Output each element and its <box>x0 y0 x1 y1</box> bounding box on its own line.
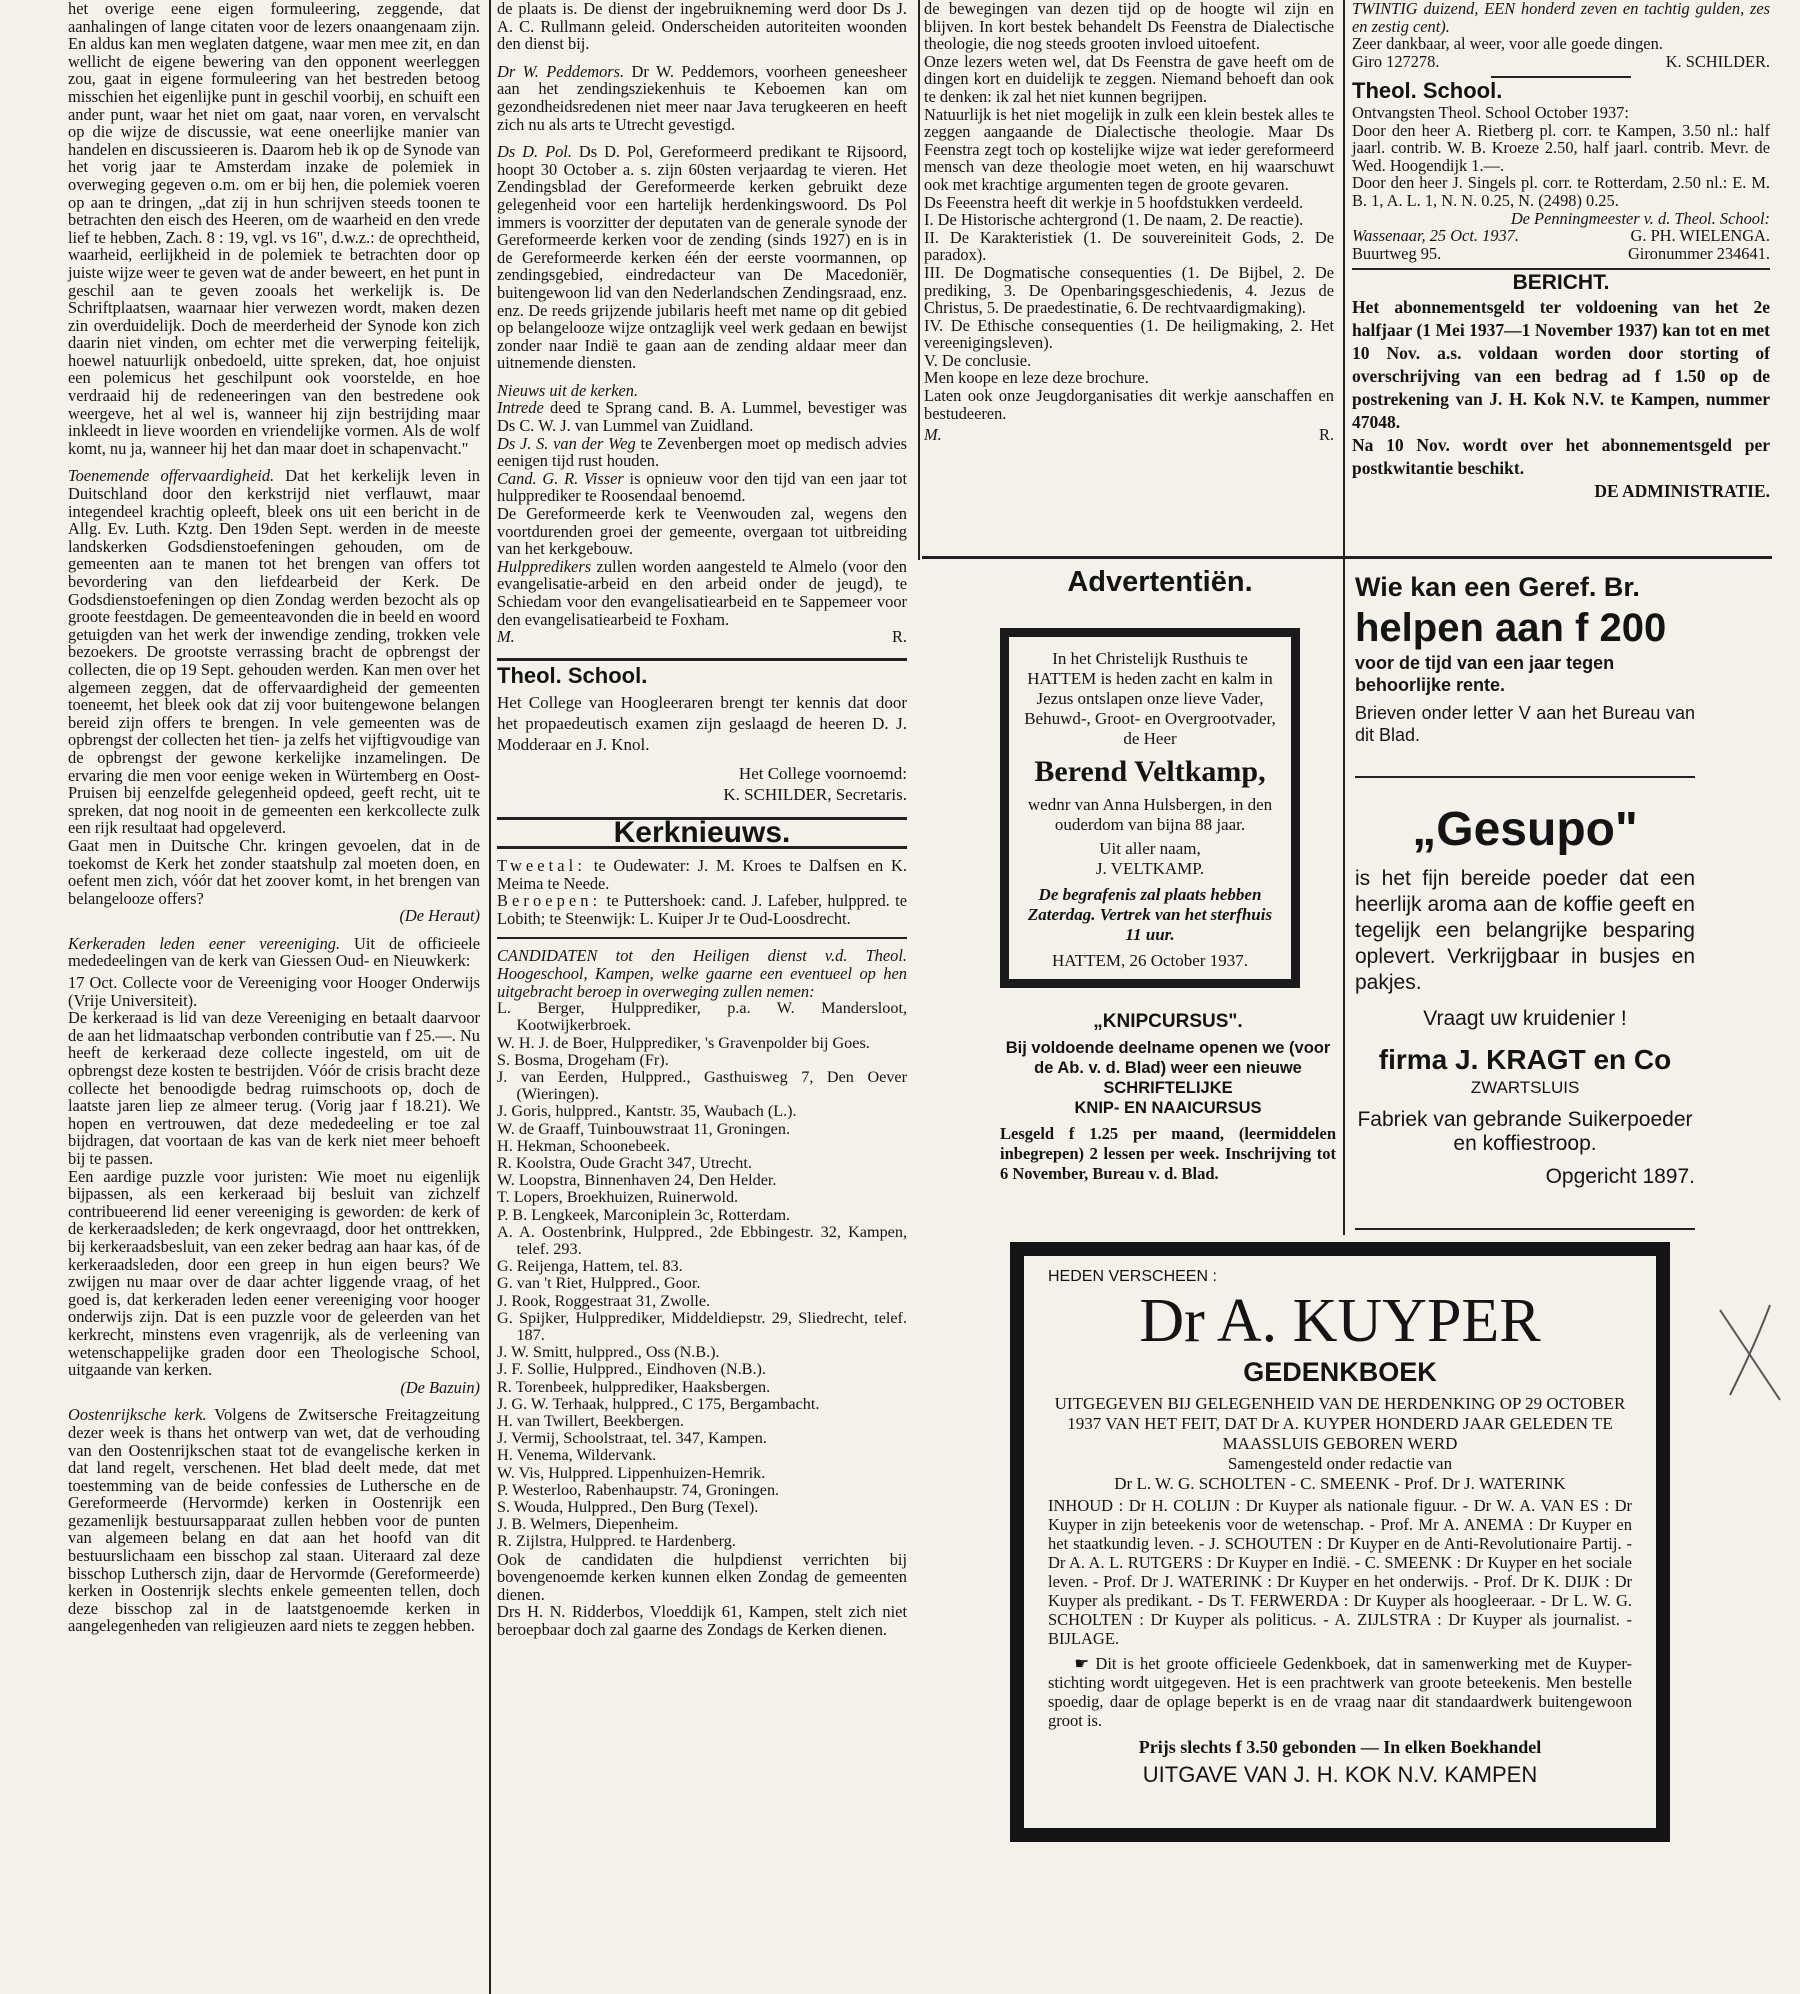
candidate-item: P. Westerloo, Rabenhaupstr. 74, Groningen. <box>497 1480 780 1499</box>
advertenties-heading: Advertentiën. <box>1067 566 1253 598</box>
candidate-item: A. A. Oostenbrink, Hulppred., 2de Ebbingestr. 32, Kampen, telef. 293. <box>497 1222 907 1258</box>
candidate-item: R. Zijlstra, Hulppred. te Hardenberg. <box>497 1532 736 1551</box>
theol-school-heading: Theol. School. <box>1352 78 1503 104</box>
article-title: Ds D. Pol. <box>497 142 572 162</box>
candidate-item: H. Venema, Wildervank. <box>497 1446 657 1465</box>
article-paragraph: De kerkeraad is lid van deze Vereeniging en betaalt daarvoor de aan het lidmaatschap verbonden contributie van f 25.—. Nu heeft de kerkeraad deze collecte ingesteld, om uit de opbrengst deze kosten te bestrijden. Vóór de crisis bracht deze collecte het benoodigde bedrag ruimschoots op, doch de laatste jaren liep ze almeer terug. (Vorig jaar f 18.21). We hopen en vertrouwen, dat deze mededeeling er toe zal bijdragen, dat voortaan de kas van de kerk niet meer behoeft bij te passen. <box>68 1008 480 1168</box>
candidate-item: J. B. Welmers, Diepenheim. <box>497 1515 679 1534</box>
candidate-item: R. Koolstra, Oude Gracht 347, Utrecht. <box>497 1153 752 1172</box>
candidates-list <box>497 1000 907 1551</box>
candidate-item: G. van 't Riet, Hulppred., Goor. <box>497 1274 701 1293</box>
kuyper-title: Dr A. KUYPER <box>1139 1287 1541 1355</box>
article-peddemors: Dr W. Peddemors. Dr W. Peddemors, voorheen geneesheer aan het zendingsziekenhuis te Keboemen kan om gezondheidsredenen niet meer naar Java terugkeeren en heeft zich nu als arts te Utrecht gevestigd. <box>497 61 907 134</box>
candidates-heading: CANDIDATEN tot den Heiligen dienst v.d. Theol. Hoogeschool, Kampen, welke gaarne een eventueel op hen uitgebracht beroep in overweging zullen nemen: <box>497 946 907 1001</box>
source-citation: (De Bazuin) <box>400 1377 480 1397</box>
beroepen: Beroepen: te Puttershoek: cand. J. Lafeber, hulppred. te Lobith; te Steenwijk: L. Kuiper Jr te Oud-Loosdrecht. <box>497 891 907 928</box>
signature-row: M. R. <box>497 627 907 647</box>
candidate-item: S. Bosma, Drogeham (Fr). <box>497 1050 669 1069</box>
candidate-item: T. Lopers, Broekhuizen, Ruinerwold. <box>497 1188 739 1207</box>
section-rule <box>1352 268 1770 270</box>
news-item: De Gereformeerde kerk te Veenwouden zal, wegens den voortdurenden groei der gemeente, overgaan tot uitbreiding van het kerkgebouw. <box>497 504 907 559</box>
section-rule <box>1491 76 1631 78</box>
candidate-item: P. B. Lengkeek, Marconiplein 3c, Rotterdam. <box>497 1205 791 1224</box>
column-3 <box>924 0 1334 444</box>
article-paragraph: Een aardige puzzle voor juristen: Wie moet nu eigenlijk bijpassen, als een kerkeraad bij besluit van zichzelf contribueerend lid eener vereeniging is geworden: de kerk of de kerkeraadsleden; de kerk ongevraagd, door het onttrekken, bij kerkeraadsbesluit, van een zeker bedrag aan haar kas, óf de kerkeraadsleden, door een greep in hun eigen beurs? We zwijgen nu maar over de daar achter liggende vraag, of het goed is, dat kerkeraden leden eener vereeniging voor hooger onderwijs zijn. Dat is een puzzle voor de geleerden van het kerkrecht, minstens even vragenrijk, als de verleening van wetenschappelijke graden door een Theologische School, uitgaande van kerken. <box>68 1166 480 1380</box>
section-rule <box>497 658 907 661</box>
chapter-item: V. De conclusie. <box>924 350 1032 370</box>
signature: DE ADMINISTRATIE. <box>1594 480 1770 501</box>
ads-top-rule <box>922 556 1772 559</box>
bericht-heading: BERICHT. <box>1512 271 1610 295</box>
kuyper-ad: HEDEN VERSCHEEN : Dr A. KUYPER GEDENKBOEK UITGEGEVEN BIJ GELEGENHEID VAN DE HERDENKING OP 29 OCTOBER 1937 VAN HET FEIT, DAT Dr A. KUYPER HONDERD JAAR GELEDEN TE MAASSLUIS GEBOREN WERD Samengesteld onder redactie van Dr L. W. G. SCHOLTEN - C. SMEENK - Prof. Dr J. WATERINK INHOUD : Dr H. COLIJN : Dr Kuyper als nationale figuur. - Dr W. A. VAN ES : Dr Kuyper in zijn beteekenis voor de wetenschap. - Prof. Mr A. ANEMA : Dr Kuyper en het staatkundig leven. - J. SCHOUTEN : Dr Kuyper en de Anti-Revolutionaire Partij. - Dr A. A. L. RUTGERS : Dr Kuyper en Indië. - C. SMEENK : Dr Kuyper en het sociale leven. - Prof. Dr J. WATERINK : Dr Kuyper en het onderwijs. - Prof. Dr K. DIJK : Dr Kuyper als predikant. - Ds T. FERWERDA : Dr Kuyper als hoogleeraar. - Dr L. W. G. SCHOLTEN : Dr Kuyper als politicus. - A. ZIJLSTRA : Dr Kuyper als journalist. - BIJLAGE. ☛ Dit is het groote officieele Gedenkboek, dat in samenwerking met de Kuyper-stichting wordt uitgegeven. Het is een prachtwerk van groote beteekenis. Men bestelle spoedig, daar de oplage beperkt is en de vraag naar dit standaardwerk buitengewoon groot is. Prijs slechts f 3.50 gebonden — In elken Boekhandel UITGAVE VAN J. H. KOK N.V. KAMPEN <box>1010 1242 1670 1842</box>
giro-row: Giro 127278. K. SCHILDER. <box>1352 51 1770 71</box>
candidate-item: J. G. W. Terhaak, hulppred., C 175, Bergambacht. <box>497 1394 820 1413</box>
article-paragraph: de plaats is. De dienst der ingebruikneming werd door Ds J. A. C. Rullmann geleid. Onderscheiden autoriteiten woonden den dienst bij. <box>497 0 907 54</box>
source-citation: (De Heraut) <box>399 906 480 926</box>
theol-school-notice: Het College van Hoogleeraren brengt ter kennis dat door het propaedeutisch examen zijn geslaagd de heeren D. J. Modderaar en J. Knol. <box>497 693 907 755</box>
candidate-item: J. Rook, Roggestraat 31, Zwolle. <box>497 1291 711 1310</box>
receipt-item: Door den heer A. Rietberg pl. corr. te Kampen, 3.50 nl.: half jaarl. contrib. W. B. Kroeze 2.50, half jaarl. contrib. Mevr. de Wed. Hoogendijk 1.—. <box>1352 120 1770 175</box>
news-item: Hulppredikers zullen worden aangesteld te Almelo (voor den evangelisatie-arbeid en den arbeid onder de jeugd), te Schiedam voor den evangelisatiearbeid en te Sappemeer voor den evangelisatiearbeid te Foxham. <box>497 556 907 629</box>
article-oostenrijk: Oostenrijksche kerk. Volgens de Zwitsersche Freitagzeitung dezer week is thans het ontwerp van wet, dat de verhouding van den Oostenrijkschen staat tot de evangelische kerken in dat land regelt, verschenen. Het blad deelt mede, dat met toestemming van de beide confessies de Luthersche en de Gereformeerde (Hervormde) kerken in Oostenrijk een gezamenlijk bestuursapparaat zullen hebben voor de punten van algemeen belang en dat aan het hoofd van dit bestuurslichaam een bisschop zal staan. Uiteraard zal deze bisschop Luthersch zijn, daar de Hervormde (Gereformeerde) kerken in Oostenrijk slechts enkele gemeenten tellen, doch deze bisschop zal in de laatstgenoemde kerken in aangelegenheden van religieuzen aard niets te zeggen hebben. <box>68 1405 480 1636</box>
treasurer: De Penningmeester v. d. Theol. School: <box>1510 208 1770 228</box>
chapter-item: I. De Historische achtergrond (1. De naam, 2. De reactie). <box>924 210 1304 230</box>
receipt-item: Door den heer J. Singels pl. corr. te Rotterdam, 2.50 nl.: E. M. B. 1, A. L. 1, N. N. 0.25, N. (2498) 0.25. <box>1352 173 1770 210</box>
candidate-item: G. Reijenga, Hattem, tel. 83. <box>497 1257 683 1276</box>
ads-column-rule <box>1343 560 1345 1235</box>
candidate-item: J. F. Sollie, Hulppred., Eindhoven (N.B.). <box>497 1360 766 1379</box>
column-rule-1 <box>489 0 491 1994</box>
article-offervaardigheid: Toenemende offervaardigheid. Dat het kerkelijk leven in Duitschland door den kerkstrijd niet verflauwt, maar integendeel krachtig opleeft, bleek ons uit een bericht in de Allg. Ev. Luth. Kztg. Den 19den Sept. werden in de meeste landskerken Godsdienstoefeningen gehouden, om de gemeenten aan te manen tot het brengen van offers tot bevordering van den liefdearbeid der Kerk. De Godsdienstoefeningen op dien Zondag werden bezocht als op groote feestdagen. De gemeenteavonden die in beeld en woord getuigden van het werk der inwendige zending, trokken vele bezoekers. De grootste verrassing bracht de opbrengst der collecten, die op 19 Sept. gehouden werden. Kan men over het algemeen zeggen, dat de offervaardigheid der gemeenten toeneemt, het bleek ook dat zij voor buitengewone belangen bereid zijn offers te brengen. In vele gemeenten was de opbrengst der collecten het tien- ja zelfs het vijftigvoudige van de opbrengst der gewone kerkelijke inzamelingen. De ervaring die men voor eenige weken in Würtemberg en Oost-Pruisen bij eenzelfde gelegenheid opdeed, geeft recht, uit te spreken, dat nog nooit in de gemeenten een kerkcollecte zulk een rijk resultaat had opgeleverd. <box>68 466 480 838</box>
tweetal: Tweetal: te Oudewater: J. M. Kroes te Dalfsen en K. Meima te Neede. <box>497 855 907 893</box>
candidate-item: H. Hekman, Schoonebeek. <box>497 1136 671 1155</box>
ad-divider <box>1355 1228 1695 1230</box>
article-paragraph: Men koope en leze deze brochure. <box>924 368 1149 388</box>
treasurer-row: Buurtweg 95. Gironummer 234641. <box>1352 243 1770 263</box>
signature: Het College voornoemd: <box>738 764 907 784</box>
candidates-footer: Ook de candidaten die hulpdienst verrichten bij bovengenoemde kerken kunnen elken Zondag de gemeenten dienen. <box>497 1549 907 1604</box>
knipcursus-ad: „KNIPCURSUS". Bij voldoende deelname openen we (voor de Ab. v. d. Blad) weer een nieuwe SCHRIFTELIJKE KNIP- EN NAAICURSUS Lesgeld f 1.25 per maand, (leermiddelen inbegrepen) 2 lessen per week. Inschrijving tot 6 November, Bureau v. d. Blad. <box>1000 1011 1336 1183</box>
bericht-text: Het abonnementsgeld ter voldoening van het 2e halfjaar (1 Mei 1937—1 November 1937) kan tot en met 10 Nov. a.s. voldaan worden door storting of overschrijving van een bedrag ad f 1.50 op de postrekening van J. H. Kok N.V. te Kampen, nummer 47048. <box>1352 296 1770 432</box>
treasurer-row: Wassenaar, 25 Oct. 1937. G. PH. WIELENGA. <box>1352 226 1770 246</box>
candidate-item: W. de Graaff, Tuinbouwstraat 11, Groningen. <box>497 1119 790 1138</box>
article-kerkeraden: Kerkeraden leden eener vereeniging. Uit de officieele mededeelingen van de kerk van Giessen Oud- en Nieuwkerk: <box>68 933 480 971</box>
pencil-mark-icon <box>1700 1300 1790 1410</box>
article-paragraph: Natuurlijk is het niet mogelijk in zulk een klein bestek alles te zeggen aangaande de Dialectische theologie. Maar Ds Feenstra zegt toch op kostelijke wijze wat ieder gereformeerd mensch van deze theologie moet weten, en hij waarschuwt ook met krachtige argumenten tegen de groote gevaren. <box>924 104 1334 194</box>
deceased-name: Berend Veltkamp, <box>1034 755 1266 788</box>
nieuws-heading: Nieuws uit de kerken. <box>497 380 639 400</box>
signature-row: M. R. <box>924 425 1334 445</box>
wie-kan-ad: Wie kan een Geref. Br. helpen aan f 200 voor de tijd van een jaar tegen behoorlijke rente. Brieven onder letter V aan het Bureau van dit Blad. <box>1355 572 1695 745</box>
chapter-item: III. De Dogmatische consequenties (1. De Bijbel, 2. De prediking, 3. De Openbaringsgeschiedenis, 4. Jezus de Christus, 5. De praedestinatie, 6. De rechtvaardigmaking). <box>924 262 1334 318</box>
article-paragraph: Zeer dankbaar, al weer, voor alle goede dingen. <box>1352 34 1663 54</box>
chapter-item: IV. De Ethische consequenties (1. De heiligmaking, 2. Het vereenigingsleven). <box>924 315 1334 353</box>
candidate-item: S. Wouda, Hulppred., Den Burg (Texel). <box>497 1498 759 1517</box>
article-title: Oostenrijksche kerk. <box>68 1405 207 1425</box>
column-rule-2 <box>918 0 920 560</box>
gesupo-brand: „Gesupo" <box>1412 803 1638 856</box>
signature: K. SCHILDER, Secretaris. <box>723 785 907 805</box>
article-paragraph: Ds Feeenstra heeft dit werkje in 5 hoofdstukken verdeeld. <box>924 192 1304 212</box>
candidate-item: W. Loopstra, Binnenhaven 24, Den Helder. <box>497 1171 777 1190</box>
ad-divider <box>1355 776 1695 778</box>
candidate-item: L. Berger, Hulpprediker, p.a. W. Mandersloot, Kootwijkerbroek. <box>497 999 907 1035</box>
candidate-item: J. van Eerden, Hulppred., Gasthuisweg 7, Den Oever (Wieringen). <box>497 1067 907 1104</box>
candidate-item: W. H. J. de Boer, Hulpprediker, 's Gravenpolder bij Goes. <box>497 1033 870 1052</box>
column-2 <box>497 0 907 1639</box>
news-item: Intrede deed te Sprang cand. B. A. Lummel, bevestiger was Ds C. W. J. van Lummel van Zuidland. <box>497 398 907 436</box>
gesupo-ad: „Gesupo" is het fijn bereide poeder dat een heerlijk aroma aan de koffie geeft en tegelijk een belangrijke besparing oplevert. Verkrijgbaar in busjes en pakjes. Vraagt uw kruidenier ! firma J. KRAGT en Co ZWARTSLUIS Fabriek van gebrande Suikerpoeder en koffiestroop. Opgericht 1897. <box>1355 800 1695 1190</box>
column-1 <box>68 0 480 1635</box>
chapter-item: II. De Karakteristiek (1. De souvereiniteit Gods, 2. De paradox). <box>924 227 1334 265</box>
kuyper-desc: ☛ Dit is het groote officieele Gedenkboek, dat in samenwerking met de Kuyper-stichting wordt uitgegeven. Het is een prachtwerk van groote beteekenis. Men bestelle spoedig, daar de oplage beperkt is en de vraag naar dit standaardwerk buitengewoon groot is. <box>1048 1654 1633 1730</box>
candidates-footer: Drs H. N. Ridderbos, Vloeddijk 61, Kampen, stelt zich niet beroepbaar doch zal gaarne des Zondags de Kerken dienen. <box>497 1602 907 1639</box>
theol-school-heading: Theol. School. <box>497 662 648 688</box>
article-paragraph: 17 Oct. Collecte voor de Vereeniging voor Hooger Onderwijs (Vrije Universiteit). <box>68 973 480 1010</box>
candidate-item: J. W. Smitt, hulppred., Oss (N.B.). <box>497 1343 720 1362</box>
news-item: Cand. G. R. Visser is opnieuw voor den tijd van een jaar tot hulpprediker te Roosendaal benoemd. <box>497 468 907 506</box>
bericht-text: Na 10 Nov. wordt over het abonnementsgeld per postkwitantie beschikt. <box>1352 434 1770 478</box>
article-paragraph: TWINTIG duizend, EEN honderd zeven en tachtig gulden, zes en zestig cent). <box>1352 0 1770 36</box>
column-4 <box>1352 0 1770 503</box>
news-item: Ds J. S. van der Weg te Zevenbergen moet op medisch advies eenigen tijd rust houden. <box>497 433 907 471</box>
column-rule-3 <box>1343 0 1345 560</box>
candidate-item: J. Vermij, Schoolstraat, tel. 347, Kampen. <box>497 1429 767 1448</box>
article-title: Toenemende offervaardigheid. <box>68 466 275 486</box>
article-paragraph: het overige eene eigen formuleering, zeggende, dat aanhalingen of lange citaten voor de lezers onaangenaam zijn. En aldus kan men weglaten datgene, waar men mee zit, en dan wellicht de eigene bewering van den opponent weerleggen zou, gaat in eigene formuleering van het bestreden betoog misschien het eigenlijke punt in geschil voorbij, en schuift een ander punt, waar het niet om gaat, naar voren, en vervalscht op die wijze de discussie, wat eene oneerlijke manier van handelen en discussieeren is. Daarom heb ik op de Synode van het vorig jaar te Amsterdam inzake de polemiek in overweging gegeven o.m. om er bij hen, die polemiek voeren op aan te dringen, „dat zij in hun schrijven steeds toonen te betrachten den eisch des Heeren, om de waarheid en den vrede lief te hebben, Zach. 8 : 19, vgl. vs 16", d.w.z.: de oprechtheid, waarheid, eerlijkheid in de polemiek te betrachten door op juiste wijze weer te geven wat de ander beweert, en het punt in geschil aan te geven zooals het werkelijk is. De Schriftplaatsen, waarnaar hier verwezen wordt, maken dezen zin overduidelijk. Doch de meerderheid der Synode kon zich daarin niet vinden, om echter met die verwerping feitelijk, hoewel natuurlijk onbedoeld, uitte spreken, dat, hoe onjuist een polemicus het geschilpunt ook voorstelde, en hoe verdraaid hij de redeneeringen van den bestredene ook weergeve, het al wel is, wanneer hij zijn bestrijding maar inkleedt in lieve woorden en vriendelijke vormen. Als de wolf komt, nu ja, wanneer hij het dan maar doet in schapenvacht." <box>68 0 480 458</box>
candidate-item: W. Vis, Hulppred. Lippenhuizen-Hemrik. <box>497 1463 766 1482</box>
receipts-heading: Ontvangsten Theol. School October 1937: <box>1352 102 1629 122</box>
candidate-item: H. van Twillert, Beekbergen. <box>497 1412 685 1430</box>
candidate-item: J. Goris, hulppred., Kantstr. 35, Waubach (L.). <box>497 1102 797 1121</box>
article-pol: Ds D. Pol. Ds D. Pol, Gereformeerd predikant te Rijsoord, hoopt 30 October a. s. zijn 60sten verjaardag te vieren. Het Zendingsblad der Gereformeerde kerken gebruikt deze gelegenheid voor een hartelijk herdenkingswoord. Ds Pol immers is voorzitter der deputaten van de generale synode der Gereformeerde kerken voor de zending (sinds 1927) en is in de Gereformeerde kerken één der eerste voormannen, op zendingsgebied, eindredacteur van De Macedoniër, buitengewoon lid van den Nederlandschen Zendingsraad, enz. enz. De reeds grijzende jubilaris heeft met name op dit gebied op belangelooze wijze ontzaglijk veel werk gedaan en bewijst zonder naar Indië te gaan aan de zending aldaar meer dan uitnemende diensten. <box>497 142 907 373</box>
candidate-item: R. Torenbeek, hulpprediker, Haaksbergen. <box>497 1377 771 1396</box>
article-title: Dr W. Peddemors. <box>497 61 625 81</box>
death-notice: In het Christelijk Rusthuis te HATTEM is heden zacht en kalm in Jezus ontslapen onze lieve Vader, Behuwd-, Groot- en Overgrootvader, de Heer Berend Veltkamp, wednr van Anna Hulsbergen, in den ouderdom van bijna 88 jaar. Uit aller naam, J. VELTKAMP. De begrafenis zal plaats hebben Zaterdag. Vertrek van het sterfhuis 11 uur. HATTEM, 26 October 1937. <box>1000 628 1300 988</box>
article-paragraph: de bewegingen van dezen tijd op de hoogte wil zijn en blijven. In kort bestek behandelt Ds Feenstra de Dialectische theologie, die nog steeds grooten invloed uitoefent. <box>924 0 1334 54</box>
article-paragraph: Laten ook onze Jeugdorganisaties dit werkje aanschaffen en bestudeeren. <box>924 386 1334 423</box>
candidate-item: G. Spijker, Hulpprediker, Middeldiepstr. 29, Sliedrecht, telef. 187. <box>497 1308 907 1344</box>
article-paragraph: Gaat men in Duitsche Chr. kringen gevoelen, dat in de toekomst de Kerk het zonder staatshulp zal moeten doen, en oefent men zich, vóór dat het zoover komt, in het brengen van belangelooze offers? <box>68 835 480 908</box>
kerknieuws-heading: Kerknieuws. <box>613 816 791 850</box>
section-rule <box>497 937 907 939</box>
article-title: Kerkeraden leden eener vereeniging. <box>68 933 341 953</box>
article-paragraph: Onze lezers weten wel, dat Ds Feenstra de gave heeft om de dingen kort en duidelijk te zeggen. Niemand behoeft dan ook te denken: ik zal het niet kunnen begrijpen. <box>924 51 1334 106</box>
pointing-hand-icon: ☛ <box>1074 1654 1096 1673</box>
